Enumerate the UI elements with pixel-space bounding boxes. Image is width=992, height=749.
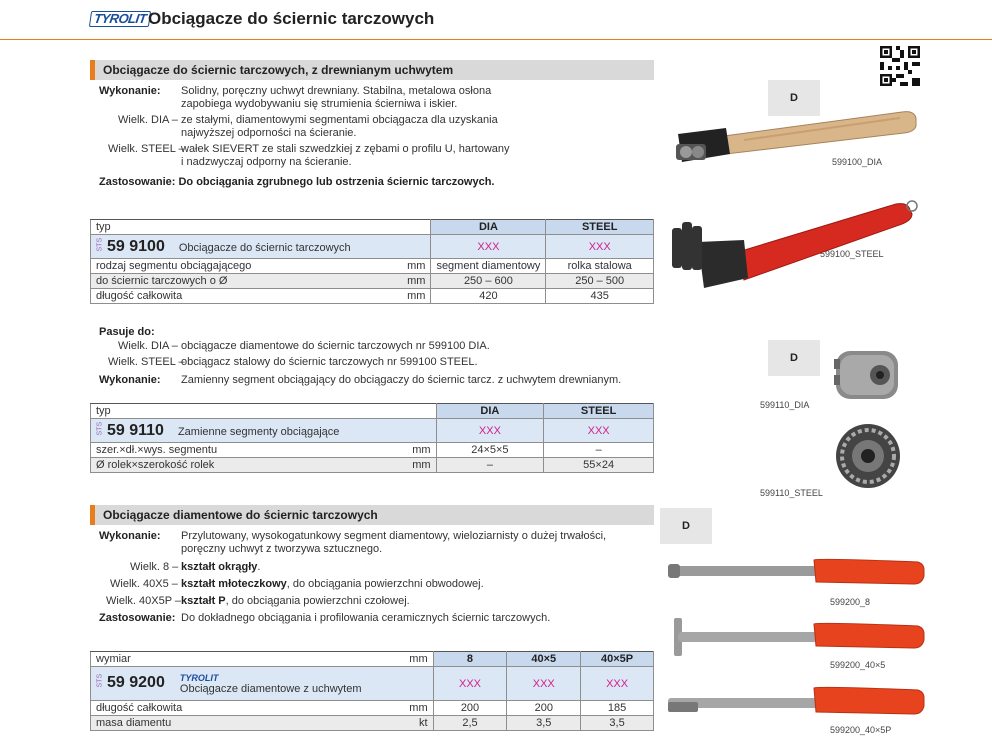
- article-number: 59 9110: [107, 421, 164, 439]
- article-description: Obciągacze do ściernic tarczowych: [178, 241, 351, 254]
- zastosowanie-text: Do obciągania zgrubnego lub ostrzenia ściernic tarczowych.: [178, 176, 495, 188]
- diamond-dresser-8-image: [664, 556, 926, 596]
- steel-text-2: i nadzwyczaj odporny na ścieranie.: [181, 156, 352, 168]
- w8-row: [130, 561, 260, 574]
- row-unit: mm: [400, 443, 436, 458]
- caption-599200-40x5: 599200_40×5: [830, 660, 886, 670]
- article-description: Obciągacze diamentowe z uchwytem: [179, 682, 362, 695]
- caption-599200-40x5p: 599200_40×5P: [830, 725, 892, 735]
- s3-wykonanie-text-2: poręczny uchwyt z tworzywa sztucznego.: [181, 543, 383, 555]
- row-steel: 250 – 500: [546, 274, 654, 289]
- dresser-dia-image: [664, 96, 926, 172]
- w40p-row: [106, 595, 410, 608]
- unit-header: mm: [397, 652, 433, 667]
- steel-text: wałek SIEVERT ze stali szwedzkiej z zębami o profilu U, hartowany: [181, 143, 510, 155]
- caption-599110-dia: 599110_DIA: [760, 400, 810, 410]
- dresser-steel-image: [668, 192, 918, 298]
- row-steel: –: [544, 443, 654, 458]
- row-unit: mm: [395, 259, 431, 274]
- row-steel: 55×24: [544, 458, 654, 473]
- section-heading-diamond: [90, 505, 654, 525]
- price-dia: XXX: [436, 419, 544, 443]
- col-dia-header: DIA: [436, 404, 544, 419]
- sts-mark: STS: [96, 673, 104, 688]
- caption-599100-steel: 599100_STEEL: [820, 249, 884, 259]
- col-40x5p-header: 40×5P: [581, 652, 654, 667]
- price-8: XXX: [433, 667, 507, 701]
- page-header: [0, 0, 992, 40]
- spec-table-599110: [90, 403, 654, 473]
- section-heading-wooden: [90, 60, 654, 80]
- article-description: Zamienne segmenty obciągające: [177, 425, 340, 438]
- row-dia: segment diamentowy: [431, 259, 546, 274]
- section-title: Obciągacze do ściernic tarczowych, z drewnianym uchwytem: [103, 63, 454, 77]
- steel-row: [108, 143, 510, 156]
- d-badge: D: [768, 80, 820, 116]
- row-label: szer.×dł.×wys. segmentu: [91, 443, 401, 458]
- row-unit: mm: [395, 289, 431, 304]
- price-steel: XXX: [546, 235, 654, 259]
- price-40x5p: XXX: [581, 667, 654, 701]
- typ-header: typ: [91, 220, 431, 235]
- w8-shape: kształt okrągły: [181, 561, 258, 573]
- col-40x5-header: 40×5: [507, 652, 581, 667]
- spec-table-599200: [90, 651, 654, 731]
- caption-599200-8: 599200_8: [830, 597, 871, 607]
- caption-599100-dia: 599100_DIA: [832, 157, 883, 167]
- w40-row: [110, 578, 484, 591]
- row-val: 185: [581, 701, 654, 716]
- caption-599110-steel: 599110_STEEL: [760, 488, 823, 498]
- wymiar-header: wymiar: [91, 652, 398, 667]
- s3-zastosowanie-text: Do dokładnego obciągania i profilowania ceramicznych ściernic tarczowych.: [181, 612, 551, 624]
- row-steel: 435: [546, 289, 654, 304]
- w40-shape: kształt młoteczkowy: [181, 578, 287, 590]
- d-badge: D: [768, 340, 820, 376]
- col-dia-header: DIA: [431, 220, 546, 235]
- dia-text: ze stałymi, diamentowymi segmentami obciągacza dla uzyskania: [181, 114, 498, 126]
- zastosowanie-row: [99, 176, 494, 189]
- w8-label: Wielk. 8 –: [130, 561, 179, 573]
- w40p-shape: kształt P: [181, 595, 226, 607]
- row-label: do ściernic tarczowych o Ø: [91, 274, 396, 289]
- row-dia: 24×5×5: [436, 443, 544, 458]
- row-unit: mm: [397, 701, 433, 716]
- pasuje-dia-label: Wielk. DIA –: [118, 340, 178, 352]
- w40-rest: , do obciągania powierzchni obwodowej.: [286, 578, 484, 590]
- price-40x5: XXX: [507, 667, 581, 701]
- pasuje-steel-row: [108, 356, 478, 369]
- w40p-rest: , do obciągania powierzchni czołowej.: [225, 595, 410, 607]
- s3-wykonanie-label: Wykonanie:: [99, 530, 161, 542]
- pasuje-wykonanie-row: [99, 374, 621, 387]
- wykonanie-text-2: zapobiega wydobywaniu się strumienia ścierniwa i iskier.: [181, 98, 458, 110]
- row-val: 200: [507, 701, 581, 716]
- pasuje-wykonanie-label: Wykonanie:: [99, 374, 161, 386]
- price-steel: XXX: [544, 419, 654, 443]
- tyrolit-small-logo: TYROLIT: [179, 672, 219, 683]
- spec-table-599100: [90, 219, 654, 304]
- row-steel: rolka stalowa: [546, 259, 654, 274]
- article-cell: [91, 667, 434, 701]
- steel-label: Wielk. STEEL –: [108, 143, 185, 155]
- w40p-label: Wielk. 40X5P –: [106, 595, 182, 607]
- pasuje-label: Pasuje do:: [99, 326, 155, 338]
- pasuje-steel-label: Wielk. STEEL –: [108, 356, 185, 368]
- article-cell: [91, 235, 431, 259]
- row-dia: –: [436, 458, 544, 473]
- row-unit: kt: [397, 716, 433, 731]
- dia-row: [118, 114, 498, 127]
- segment-steel-image: [832, 420, 904, 492]
- article-number: 59 9200: [107, 673, 165, 691]
- article-number: 59 9100: [107, 237, 165, 255]
- row-unit: mm: [395, 274, 431, 289]
- tyrolit-logo: TYROLIT: [89, 11, 151, 27]
- w8-rest: .: [257, 561, 261, 573]
- accent-bar: [90, 505, 95, 525]
- wykonanie-text: Solidny, poręczny uchwyt drewniany. Stabilna, metalowa osłona: [181, 85, 492, 97]
- d-badge: D: [660, 508, 712, 544]
- wykonanie-label: Wykonanie:: [99, 85, 161, 97]
- w40-label: Wielk. 40X5 –: [110, 578, 178, 590]
- s3-zastosowanie-label: Zastosowanie:: [99, 612, 176, 624]
- row-val: 2,5: [433, 716, 507, 731]
- row-val: 3,5: [507, 716, 581, 731]
- col-steel-header: STEEL: [546, 220, 654, 235]
- row-val: 3,5: [581, 716, 654, 731]
- row-dia: 420: [431, 289, 546, 304]
- diamond-dresser-40x5-image: [664, 614, 926, 660]
- segment-dia-image: [830, 345, 910, 405]
- col-8-header: 8: [433, 652, 507, 667]
- dia-text-2: najwyższej odporności na ścieranie.: [181, 127, 357, 139]
- page-title: Obciągacze do ściernic tarczowych: [148, 9, 435, 28]
- sts-mark: STS: [96, 237, 104, 252]
- diamond-dresser-40x5p-image: [664, 682, 926, 724]
- pasuje-dia-text: obciągacze diamentowe do ściernic tarczowych nr 599100 DIA.: [181, 340, 490, 352]
- s3-wykonanie-row: [99, 530, 606, 543]
- row-val: 200: [433, 701, 507, 716]
- accent-bar: [90, 60, 95, 80]
- dia-label: Wielk. DIA –: [118, 114, 178, 126]
- typ-header: typ: [91, 404, 437, 419]
- wykonanie-row: [99, 85, 491, 98]
- qr-code-icon: [880, 46, 920, 86]
- pasuje-steel-text: obciągacz stalowy do ściernic tarczowych nr 599100 STEEL.: [181, 356, 478, 368]
- s3-zastosowanie-row: [99, 612, 550, 625]
- pasuje-wykonanie-text: Zamienny segment obciągający do obciągaczy do ściernic tarcz. z uchwytem drewnianym.: [181, 374, 622, 386]
- row-label: rodzaj segmentu obciągającego: [91, 259, 396, 274]
- row-unit: mm: [400, 458, 436, 473]
- col-steel-header: STEEL: [544, 404, 654, 419]
- s3-wykonanie-text: Przylutowany, wysokogatunkowy segment diamentowy, wieloziarnisty o dużej trwałości,: [181, 530, 607, 542]
- row-label: masa diamentu: [91, 716, 398, 731]
- price-dia: XXX: [431, 235, 546, 259]
- row-label: Ø rolek×szerokość rolek: [91, 458, 401, 473]
- row-dia: 250 – 600: [431, 274, 546, 289]
- row-label: długość całkowita: [91, 701, 398, 716]
- sts-mark: STS: [96, 421, 104, 436]
- row-label: długość całkowita: [91, 289, 396, 304]
- zastosowanie-label: Zastosowanie:: [99, 176, 176, 188]
- section-title: Obciągacze diamentowe do ściernic tarczowych: [103, 508, 378, 522]
- article-cell: [91, 419, 437, 443]
- pasuje-dia-row: [118, 340, 490, 353]
